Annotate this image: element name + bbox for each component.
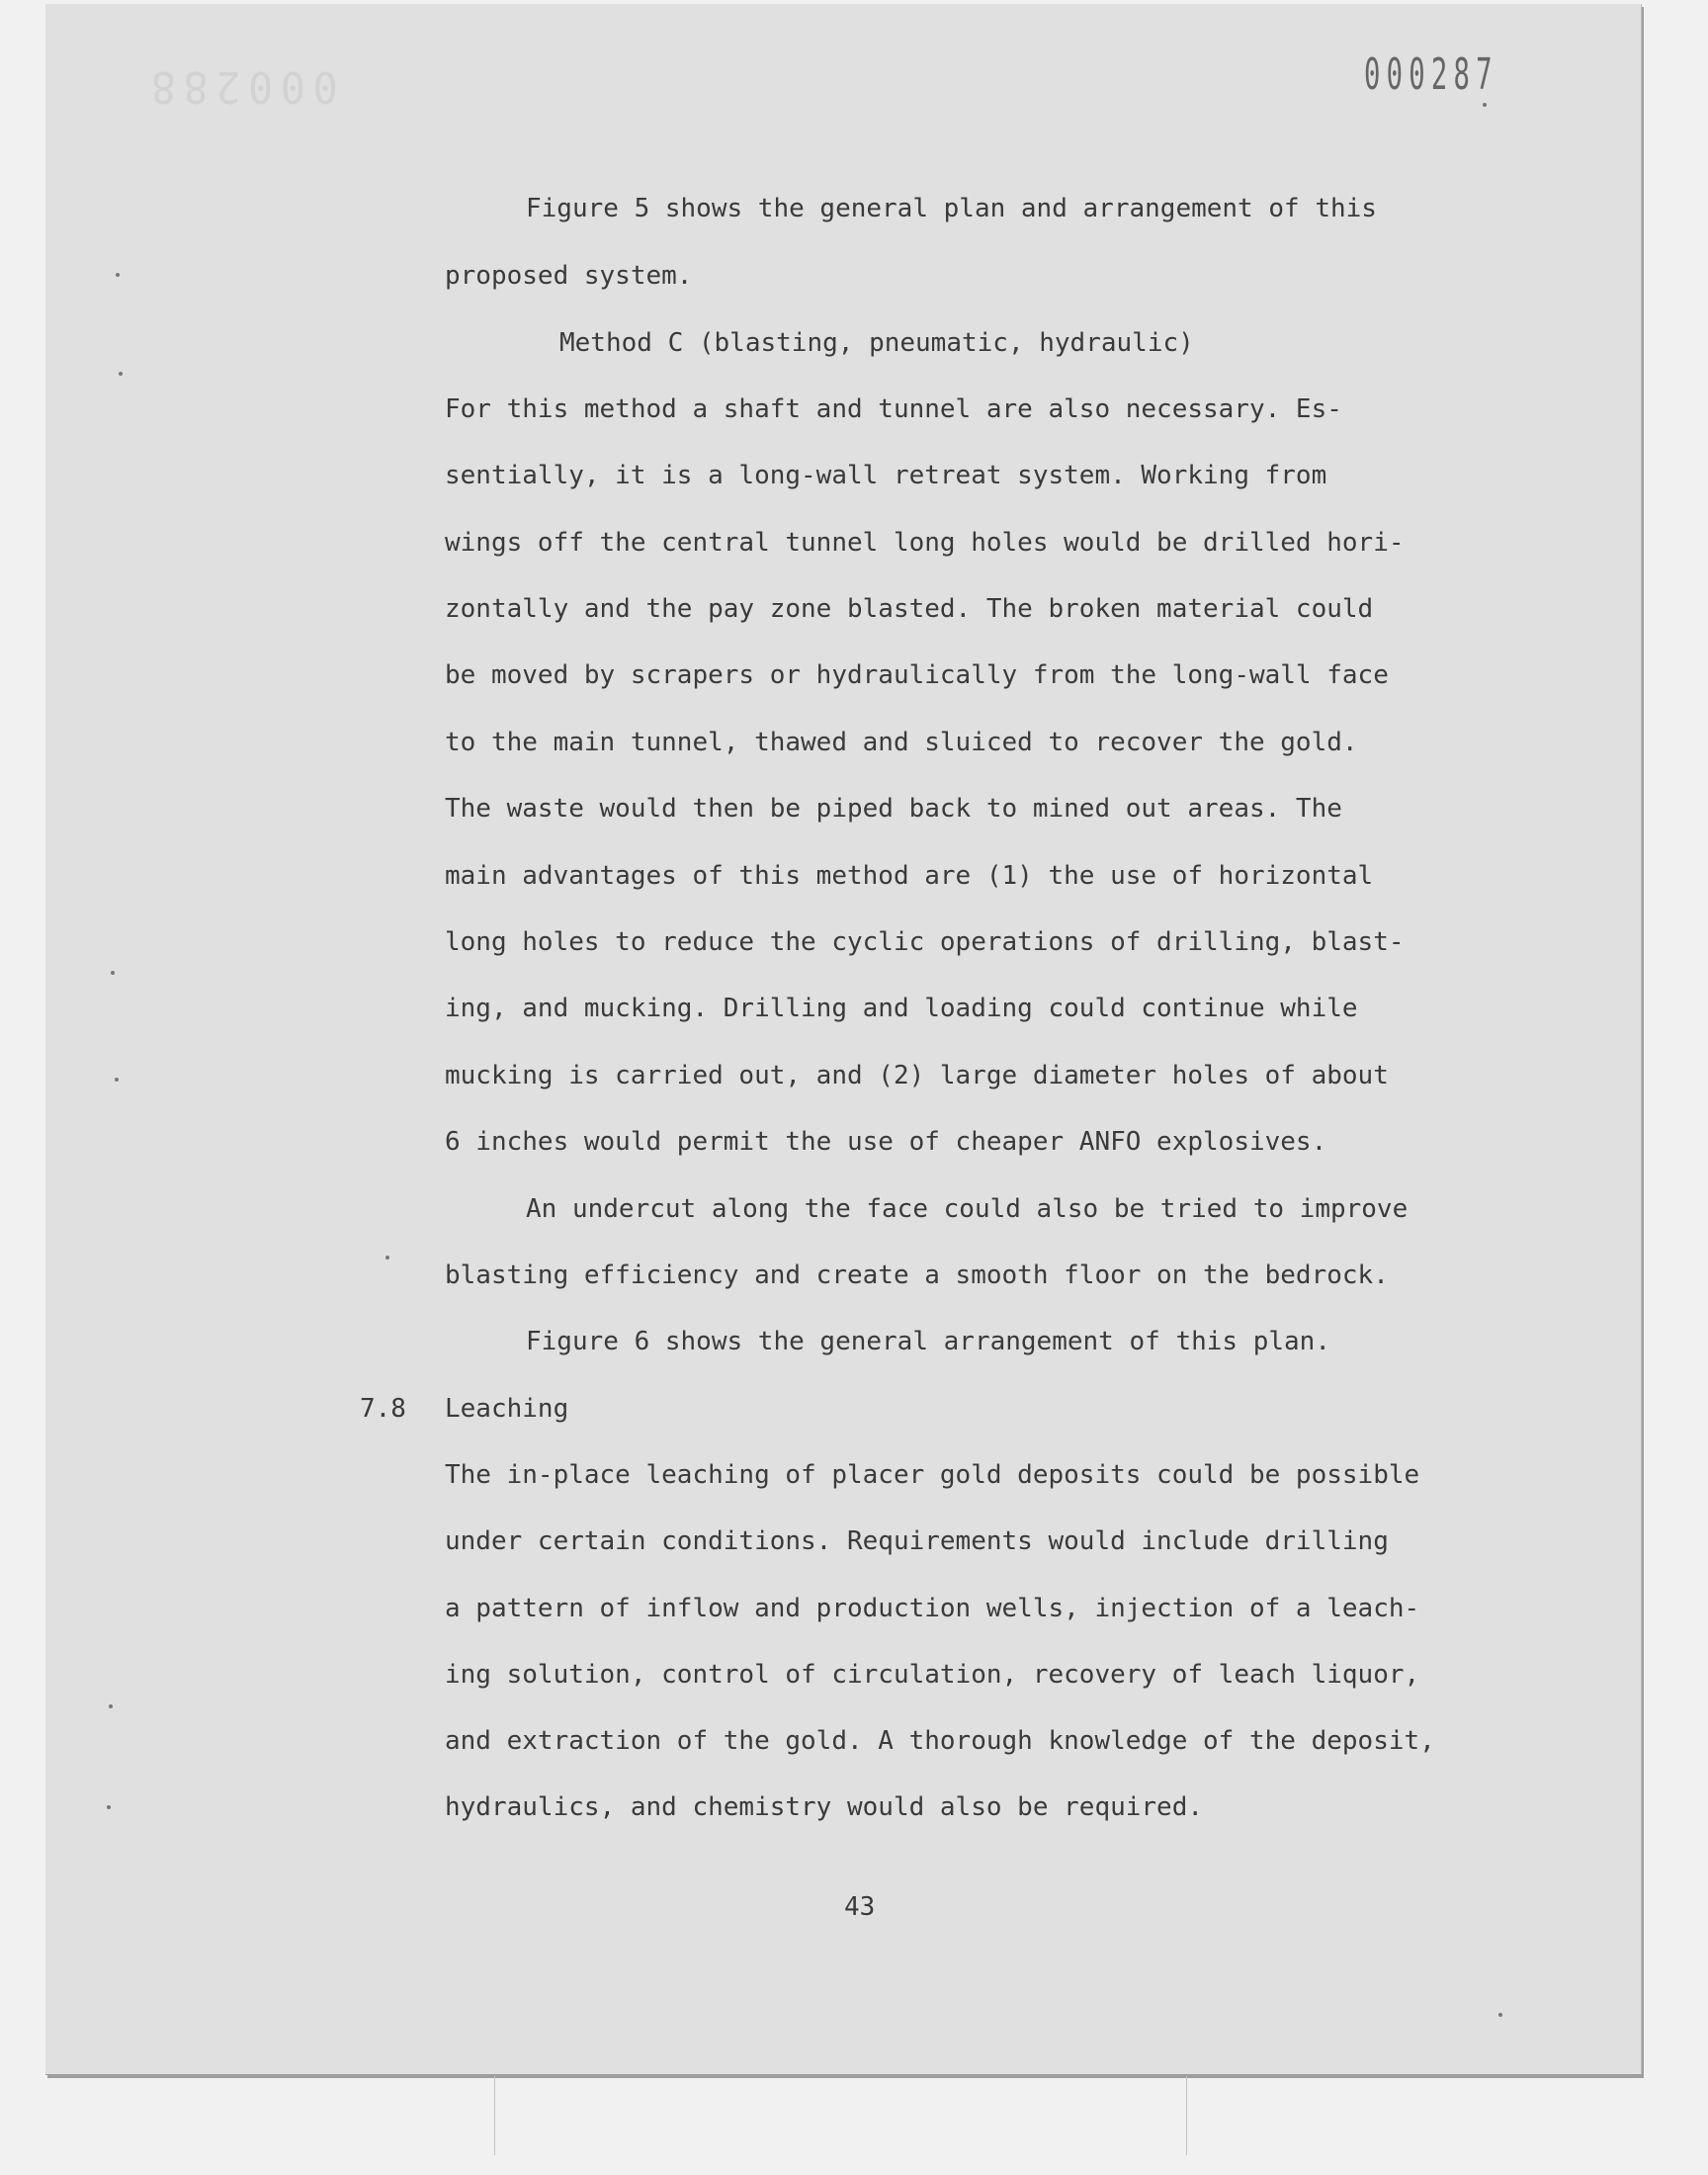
text-line: blasting efficiency and create a smooth floor on the bedrock. [445,1261,1389,1290]
text-line: hydraulics, and chemistry would also be required. [445,1792,1204,1822]
scan-speck [1498,2013,1502,2017]
text-line: be moved by scrapers or hydraulically from the long-wall face [445,660,1389,690]
section-heading: Leaching [445,1394,569,1424]
text-line: sentially, it is a long-wall retreat system. Working from [445,461,1327,490]
text-line: An undercut along the face could also be tried to improve [526,1194,1409,1224]
text-line: long holes to reduce the cyclic operations of drilling, blast- [445,927,1405,957]
document-number: 000287 [1364,49,1498,100]
section-number: 7.8 [360,1394,406,1424]
text-line: For this method a shaft and tunnel are also necessary. Es- [445,394,1342,424]
text-line: ing solution, control of circulation, recovery of leach liquor, [445,1660,1420,1690]
subheading: Method C (blasting, pneumatic, hydraulic) [559,328,1194,358]
text-line: zontally and the pay zone blasted. The broken material could [445,594,1374,624]
scan-speck [107,1805,111,1809]
scan-speck [385,1256,389,1260]
scan-speck [1483,103,1487,107]
text-line: mucking is carried out, and (2) large diameter holes of about [445,1061,1389,1090]
text-line: Figure 6 shows the general arrangement of this plan. [526,1327,1330,1356]
text-line: 6 inches would permit the use of cheaper ANFO explosives. [445,1127,1327,1157]
text-line: proposed system. [445,261,693,291]
scanner-edge-line [494,2076,495,2155]
text-line: to the main tunnel, thawed and sluiced to recover the gold. [445,728,1358,757]
scanner-edge-line [1186,2076,1187,2155]
text-line: and extraction of the gold. A thorough knowledge of the deposit, [445,1726,1435,1756]
scan-speck [111,971,115,975]
text-line: wings off the central tunnel long holes would be drilled hori- [445,528,1405,558]
document-page [45,4,1642,2075]
page-number: 43 [844,1892,876,1922]
bleed-through-number: 000288 [143,61,338,112]
text-line: under certain conditions. Requirements would include drilling [445,1526,1389,1556]
text-line: main advantages of this method are (1) the use of horizontal [445,861,1374,891]
scan-speck [109,1704,113,1708]
text-line: ing, and mucking. Drilling and loading could continue while [445,994,1358,1023]
scan-speck [119,372,123,376]
scan-speck [116,273,120,277]
text-line: a pattern of inflow and production wells, injection of a leach- [445,1594,1420,1623]
text-line: Figure 5 shows the general plan and arrangement of this [526,194,1377,223]
text-line: The in-place leaching of placer gold deposits could be possible [445,1460,1420,1490]
text-line: The waste would then be piped back to mined out areas. The [445,794,1342,824]
scan-speck [115,1078,119,1082]
